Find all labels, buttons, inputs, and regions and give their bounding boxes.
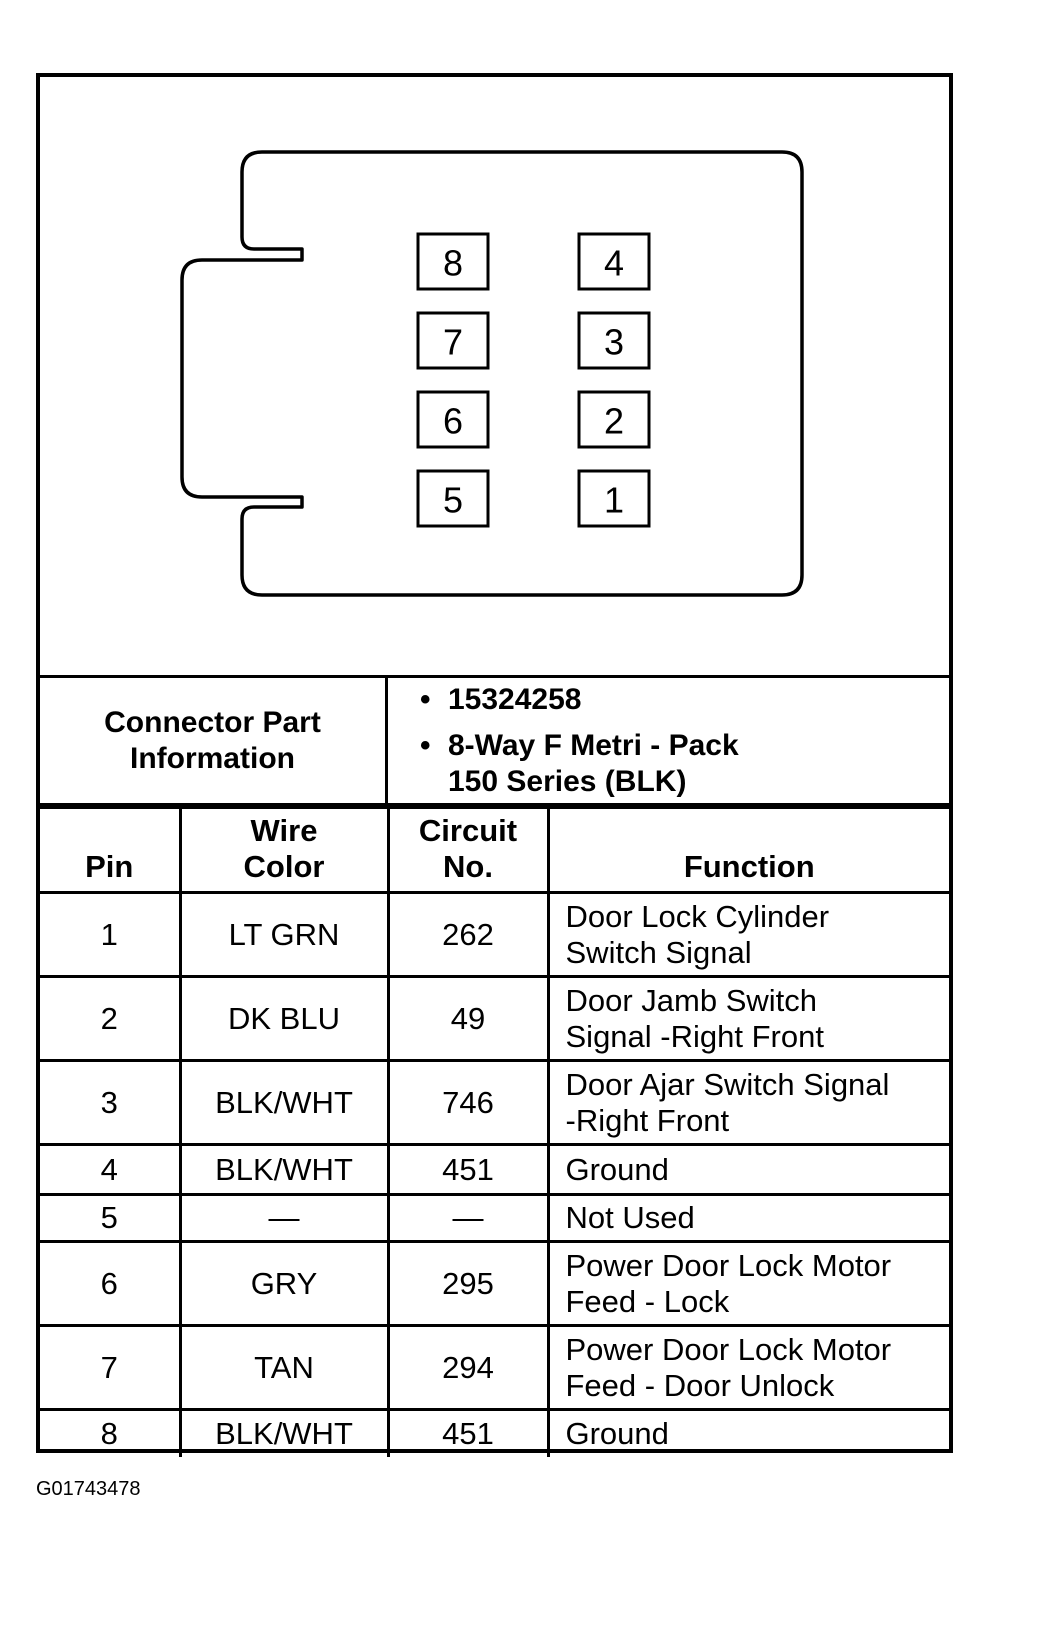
header-pin: Pin <box>40 808 180 893</box>
wire-color-cell: BLK/WHT <box>180 1061 388 1145</box>
pin-cavity-8 <box>418 234 488 289</box>
circuit-cell: 262 <box>388 893 548 977</box>
table-row <box>40 1145 949 1195</box>
pin-number: 4 <box>603 242 625 284</box>
table-row <box>40 1410 949 1457</box>
circuit-cell: 451 <box>388 1410 548 1457</box>
connector-face-diagram <box>40 77 949 675</box>
pin-cell: 1 <box>40 893 180 977</box>
pin-cell: 5 <box>40 1195 180 1242</box>
table-row <box>40 893 949 977</box>
pin-cell: 8 <box>40 1410 180 1457</box>
header-circuit-no <box>388 808 548 893</box>
figure-code: G01743478 <box>36 1478 141 1500</box>
table-row <box>40 1061 949 1145</box>
table-row <box>40 1326 949 1410</box>
circuit-cell: 294 <box>388 1326 548 1410</box>
function-cell: Door Ajar Switch Signal -Right Front <box>548 1061 949 1145</box>
header-circuit-no-text: Circuit No. <box>418 813 518 884</box>
pin-cell: 2 <box>40 977 180 1061</box>
table-row <box>40 1242 949 1326</box>
wire-color-cell: DK BLU <box>180 977 388 1061</box>
pin-cell: 6 <box>40 1242 180 1326</box>
pin-number: 5 <box>442 479 464 521</box>
function-cell: Door Jamb Switch Signal -Right Front <box>548 977 949 1061</box>
pin-cell: 4 <box>40 1145 180 1195</box>
wire-color-cell: LT GRN <box>180 893 388 977</box>
pin-cavity-5 <box>418 471 488 526</box>
wire-color-cell: TAN <box>180 1326 388 1410</box>
table-row <box>40 977 949 1061</box>
pin-cavity-3 <box>579 313 649 368</box>
pin-number: 3 <box>603 321 625 363</box>
function-cell: Ground <box>548 1410 949 1457</box>
function-cell: Not Used <box>548 1195 949 1242</box>
part-info-values <box>388 678 949 803</box>
wire-color-cell: BLK/WHT <box>180 1145 388 1195</box>
pin-number: 8 <box>442 242 464 284</box>
function-cell: Power Door Lock Motor Feed - Door Unlock <box>548 1326 949 1410</box>
part-number: 15324258 <box>448 683 582 716</box>
circuit-cell: 451 <box>388 1145 548 1195</box>
pin-number: 1 <box>603 479 625 521</box>
pin-number: 6 <box>442 400 464 442</box>
pin-cell: 7 <box>40 1326 180 1410</box>
wire-color-cell: — <box>180 1195 388 1242</box>
circuit-cell: — <box>388 1195 548 1242</box>
function-cell: Power Door Lock Motor Feed - Lock <box>548 1242 949 1326</box>
part-description-line2: 150 Series (BLK) <box>448 765 687 798</box>
connector-part-information <box>40 675 949 806</box>
connector-outline <box>182 152 802 595</box>
pin-cavity-7 <box>418 313 488 368</box>
pin-number: 2 <box>603 400 625 442</box>
part-info-label-line1: Connector Part <box>104 705 321 739</box>
circuit-cell: 746 <box>388 1061 548 1145</box>
connector-sheet <box>36 73 953 1453</box>
pin-cavity-2 <box>579 392 649 447</box>
pinout-table <box>40 806 949 1457</box>
pin-cell: 3 <box>40 1061 180 1145</box>
bullet-icon: • <box>420 683 431 716</box>
circuit-cell: 295 <box>388 1242 548 1326</box>
wire-color-cell: BLK/WHT <box>180 1410 388 1457</box>
wire-color-cell: GRY <box>180 1242 388 1326</box>
pin-cavity-1 <box>579 471 649 526</box>
header-function: Function <box>548 808 949 893</box>
pin-cavity-6 <box>418 392 488 447</box>
bullet-icon: • <box>420 729 431 762</box>
function-cell: Ground <box>548 1145 949 1195</box>
part-info-label <box>40 678 388 803</box>
function-cell: Door Lock Cylinder Switch Signal <box>548 893 949 977</box>
part-info-label-line2: Information <box>129 741 295 775</box>
table-row <box>40 1195 949 1242</box>
circuit-cell: 49 <box>388 977 548 1061</box>
pin-cavity-4 <box>579 234 649 289</box>
pin-number: 7 <box>442 321 464 363</box>
header-wire-color-text: Wire Color <box>243 813 325 884</box>
part-description-line1: 8-Way F Metri - Pack <box>448 729 739 762</box>
header-wire-color <box>180 808 388 893</box>
